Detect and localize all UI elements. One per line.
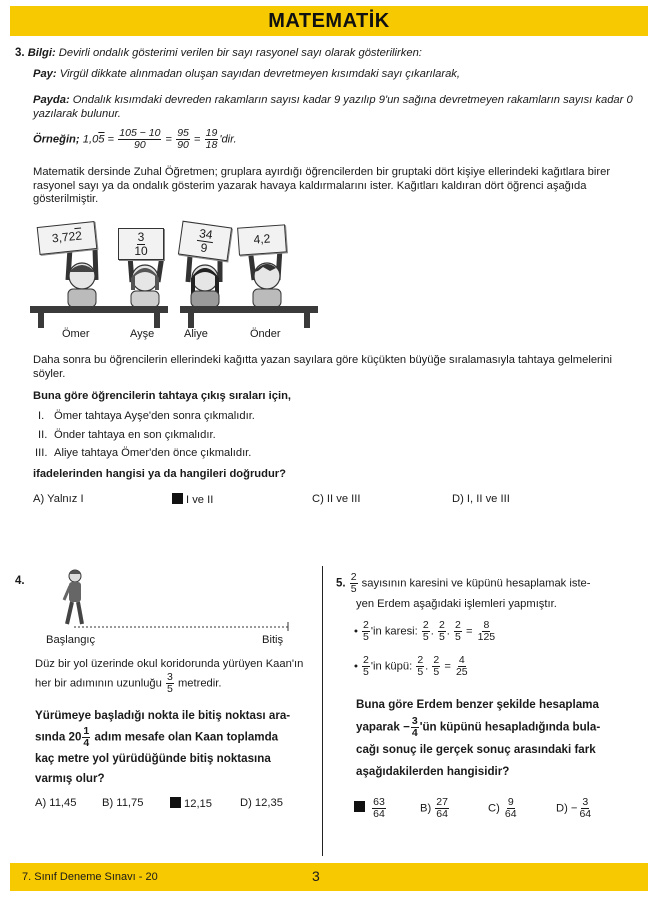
student-name: Ayşe [130,328,155,340]
q4-text: Düz bir yol üzerinde okul koridorunda yürüyen Kaan'ın her bir adımının uzunluğu $\frac{3}{5}$ metredir. [35,658,304,695]
start-label: Başlangıç [46,634,96,646]
q3-bilgi [15,47,645,61]
q3-payda [33,94,645,121]
q4-number: 4. [15,575,25,587]
ayse-sign [118,228,164,260]
q5-intro-2: yen Erdem aşağıdaki işlemleri yapmıştır. [356,598,557,610]
q3-paragraph-2: Daha sonra bu öğrencilerin ellerindeki kağıtta yazan sayılara göre küçükten büyüğe sıralamasıyla tahtaya gelmelerini söyler. [33,354,612,380]
q3-number: 3. [15,47,25,59]
q5-option-c[interactable]: C) $\frac{9}{64}$ [488,796,517,820]
ayse-sign-fraction: $\frac{3}{10}$ [134,230,148,258]
payda-text: Ondalık kısımdaki devreden rakamların sayısı kadar 9 yazılıp 9'un sağına devretmeyen rakamların sayısı kadar 0 yazılarak bulunur. [33,94,633,120]
q5-fraction: $\frac{2}{5}$ [350,571,357,595]
aliye-sign-fraction: $\frac{34}{9}$ [198,226,214,256]
student-name: Önder [250,328,281,340]
bilgi-label: Bilgi: [27,47,56,59]
q5-number: 5. [336,577,346,590]
q5-option-d[interactable]: D) − $\frac{3}{64}$ [556,796,592,820]
q3-option-a[interactable]: A) Yalnız I [33,493,84,505]
q5-intro: 5. $\frac{2}{5}$ sayısının karesini ve küpünü hesaplamak iste- [336,571,591,595]
ornek-label: Örneğin; [33,133,80,146]
subject-title: MATEMATİK [268,10,390,32]
q3-example: Örneğin; 1,05 = $\frac{105 - 10}{90}$ = $\frac{95}{90}$ = $\frac{19}{18}$ 'dir. [33,127,237,151]
column-divider [322,566,323,856]
q5-option-a-marked[interactable]: $\frac{63}{64}$ [354,797,387,820]
q4-option-b[interactable]: B) 11,75 [102,797,144,809]
q5-square-calc: • $\frac{2}{5}$ 'in karesi: $\frac{2}{5}$ . $\frac{2}{5}$ . $\frac{2}{5}$ = $\frac{8}{125}$ [354,619,496,643]
q3-option-c[interactable]: C) II ve III [312,493,361,505]
walking-diagram [40,566,300,636]
answer-mark-icon [354,801,365,812]
step-fraction: $\frac{3}{5}$ [166,671,173,695]
q5-cube-calc: • $\frac{2}{5}$ 'in küpü: $\frac{2}{5}$ . $\frac{2}{5}$ = $\frac{4}{25}$ [354,654,468,678]
answer-mark-icon [172,493,183,504]
statement-item: II. Önder tahtaya en son çıkmalıdır. [38,429,216,441]
q3-question: Buna göre öğrencilerin tahtaya çıkış sıraları için, [33,390,292,402]
q5-option-b[interactable]: B) $\frac{27}{64}$ [420,796,448,820]
q5-question: Buna göre Erdem benzer şekilde hesaplama yaparak − $\frac{3}{4}$ 'ün küpünü hesapladığında bula- cağı sonuç ile gerçek sonuç arasındaki fark aşağıdakilerden hangisidir? [356,698,601,778]
q3-ask: ifadelerinden hangisi ya da hangileri doğrudur? [33,468,286,480]
onder-sign-value: 4,2 [253,231,271,247]
ornek-suffix: 'dir. [219,133,237,146]
ornek-value: 1,05 [82,133,105,146]
q3-pay [33,68,643,82]
q4-question: Yürümeye başladığı nokta ile bitiş noktası ara- sında 20 $\frac{1}{4}$ adım mesafe olan Kaan toplamda kaç metre yol yürüdüğünde bitiş noktasına varmış olur? [35,709,291,785]
exam-title: 7. Sınıf Deneme Sınavı - 20 [22,871,158,883]
ornek-fraction-2: $\frac{95}{90}$ [177,127,189,151]
q3-paragraph: Matematik dersinde Zuhal Öğretmen; gruplara ayırdığı öğrencilerden bir gruptaki dört kişiye ellerindeki kağıtlara birer rasyonel sayı ya da ondalık gösterim yazarak havaya kaldırmalarını ister. Kağıtları kaldıran dört öğrenci aşağıda gösterilmiştir. [33,166,611,205]
statement-item: I. Ömer tahtaya Ayşe'den sonra çıkmalıdır. [38,410,255,422]
student-name: Aliye [184,328,208,340]
q4-option-c-marked[interactable]: 12,15 [170,797,212,812]
mixed-fraction: $\frac{1}{4}$ [83,725,90,749]
statement-item: III. Aliye tahtaya Ömer'den önce çıkmalıdır. [35,447,252,459]
answer-mark-icon [170,797,181,808]
omer-sign-value: 3,722 [51,228,83,246]
student-name: Ömer [62,328,90,340]
q4-option-d[interactable]: D) 12,35 [240,797,283,809]
ornek-fraction-1: $\frac{105 - 10}{90}$ [119,127,161,151]
q4-option-a[interactable]: A) 11,45 [35,797,77,809]
neg-fraction: $\frac{3}{4}$ [411,715,418,739]
page-number: 3 [312,868,320,884]
ornek-fraction-3: $\frac{19}{18}$ [205,127,218,151]
pay-label: Pay: [33,68,57,80]
aliye-sign [178,221,232,262]
pay-text: Virgül dikkate alınmadan oluşan sayıdan devretmeyen kısımdaki sayı çıkarılarak, [59,68,461,80]
end-label: Bitiş [262,634,284,646]
onder-sign [237,224,287,255]
payda-label: Payda: [33,94,70,106]
bilgi-text: Devirli ondalık gösterimi verilen bir sayı rasyonel sayı olarak gösterilirken: [58,47,422,59]
q3-option-b-marked[interactable]: I ve II [172,493,213,508]
q3-option-d[interactable]: D) I, II ve III [452,493,510,505]
students-illustration [30,218,330,343]
subject-header [10,6,648,36]
